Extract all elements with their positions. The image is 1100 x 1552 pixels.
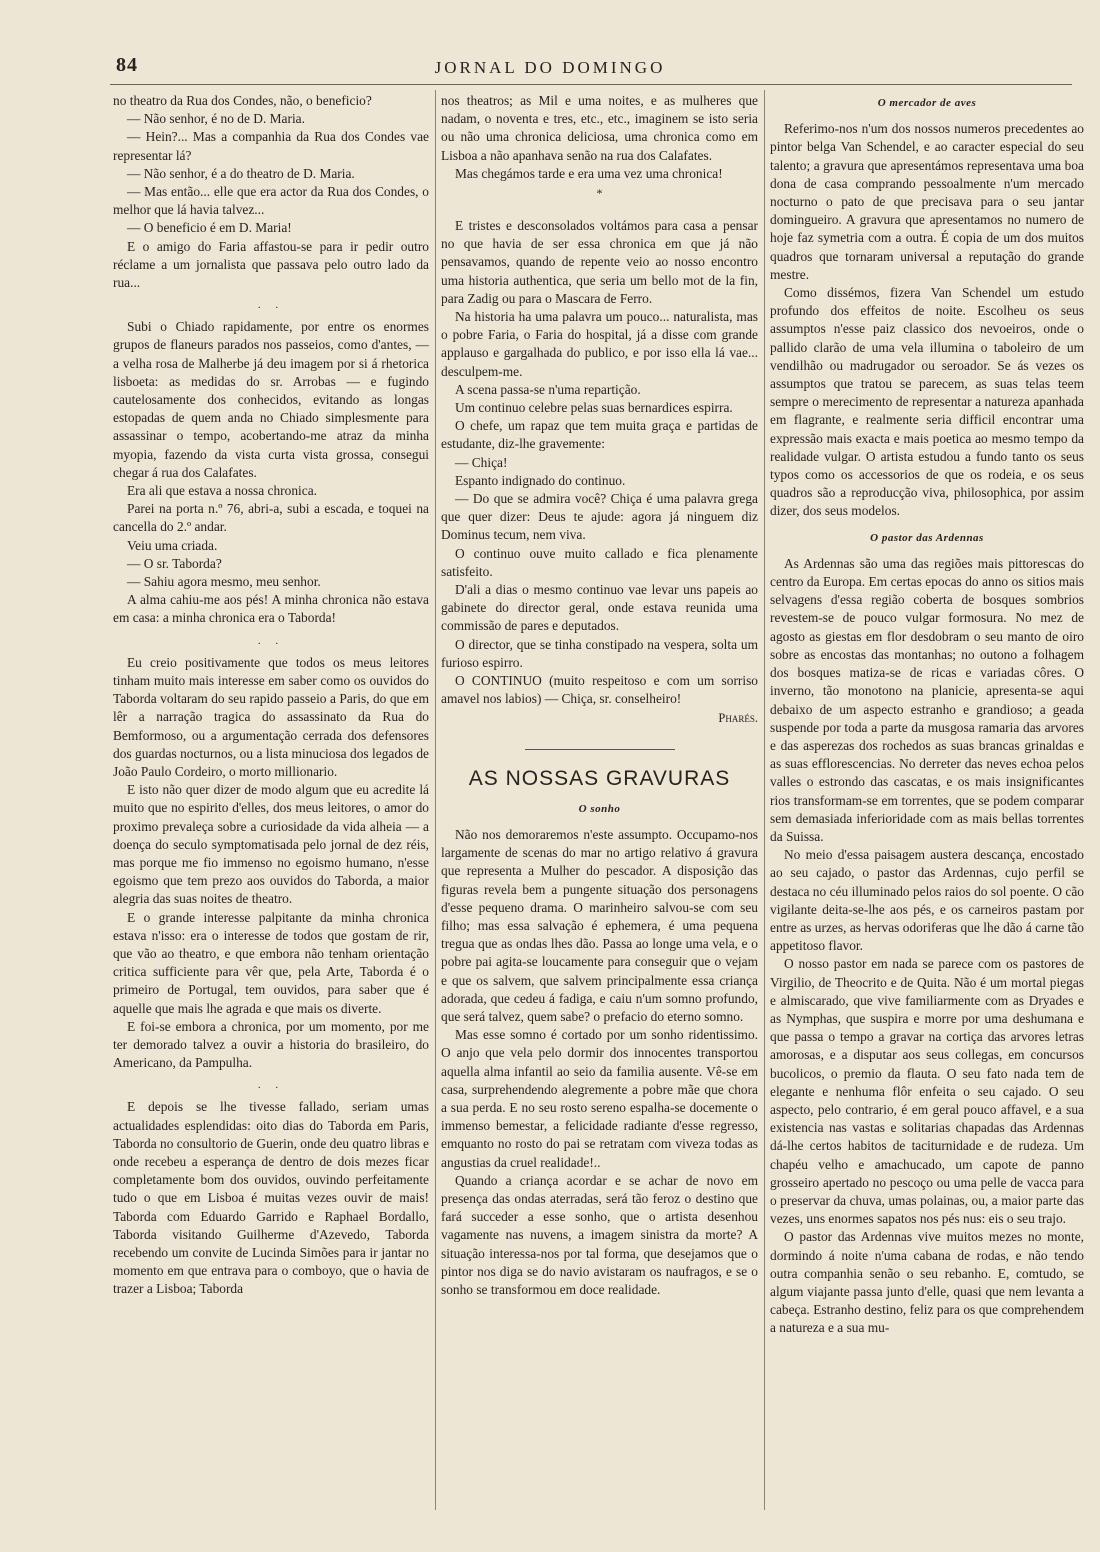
column-1 [113,92,429,1532]
subheading-sonho: O sonho [578,802,621,815]
paragraph: — Mas então... elle que era actor da Rua dos Condes, o melhor que lá havia talvez... [113,184,429,218]
section-star: * [596,186,603,201]
paragraph: Quando a criança acordar e se achar de novo em presença das ondas aterradas, será tão feroz o destino que fará succeder a esse sonho, que o artista desenhou vagamente nas nuvens, a imagem sinistra da morte? A situação interessa-nos por tal forma, que desejamos que o pintor nos diga se do navio avistaram os naufragos, e se o sonho se transformou em doce realidade. [441,1172,758,1297]
paragraph: — Hein?... Mas a companhia da Rua dos Condes vae representar lá? [113,129,429,163]
paragraph: O continuo ouve muito callado e fica plenamente satisfeito. [441,545,758,579]
paragraph: Parei na porta n.º 76, abri-a, subi a escada, e toquei na cancella do 2.º andar. [113,501,429,535]
paragraph: Veiu uma criada. [127,537,218,553]
paragraph: As Ardennas são uma das regiões mais pittorescas do centro da Europa. Em certas epocas do anno os sitios mais selvagens d'essa região coberta de bosques sombrios revestem-se de pouco vulgar formosura. No mez de agosto as giestas em flor desdobram o seu manto de oiro sobre as encostas das montanhas; no outono a folhagem dos bosques matiza-se de ricas e variadas côres. O inverno, tão monotono na planicie, apresenta-se aqui debaixo de um aspecto estranho e grandioso; a geada suspende por toda a parte da musgosa ramaria das arvores e das asperezas dos rochedos as suas brancas grinaldas e as suas efflorescencias. No derreter das neves echoa pelos valles o estrondo das cascatas, e os mais insignificantes rios transformam-se em torrentes, que se podem comparar sem demasiada inferioridade com as mais bellas torrentes da Suissa. [770,555,1084,844]
paragraph: O chefe, um rapaz que tem muita graça e partidas de estudante, diz-lhe gravemente: [441,418,758,452]
paragraph: Não nos demoraremos n'este assumpto. Occupamo-nos largamente de scenas do mar no artigo relativo á gravura que representa a Mulher do pescador. A disposição das figuras revela bem a pungente situação dos personagens d'esse pequeno drama. O marinheiro salvou-se com seu filho; mas essa salvação é ephemera, é uma pequena tregua que as ondas lhes dão. Passa ao longe uma vela, e o pobre pai agita-se loucamente para conseguir que o vejam e que os salvem, que salvem principalmente essa criança adorada, que cedeu á fadiga, e caiu n'um somno profundo, que será talvez, quem sabe? o prefacio do eterno somno. [441,826,758,1024]
paragraph: E tristes e desconsolados voltámos para casa a pensar no que havia de ser essa chronica em que já não pensavamos, quando de repente veio ao nosso encontro uma historia authentica, que seria um bello mot de la fin, para Zadig ou para o Mascara de Ferro. [441,218,758,306]
column-divider [764,90,765,1510]
paragraph: Mas esse somno é cortado por um sonho ridentissimo. O anjo que vela pelo dormir dos innocentes transportou aquella alma infantil ao seio da familia ausente. Vê-se em casa, surprehendendo alegremente a pobre mãe que chora a sua perda. E no seu rosto sereno espalha-se docemente o immenso bemestar, a felicidade radiante d'esse regresso, emquanto no rosto do pai se retratam com viveza todas as angustias da cruel realidade!.. [441,1027,758,1170]
paragraph: Mas chegámos tarde e era uma vez uma chronica! [455,165,723,181]
paragraph: E isto não quer dizer de modo algum que eu acredite lá muito que no espirito d'elles, dos meus leitores, o amor do proximo prevaleça sobre a curiosidade da vida alheia — a doença do seculo symptomatisada pelo jornal de dez réis, mas porque me fio immenso no egoismo humano, n'esse egoismo que tem prezo aos ouvidos do Taborda, a maior alegria das suas noites de theatro. [113,782,429,907]
paragraph: Eu creio positivamente que todos os meus leitores tinham muito mais interesse em saber como os ouvidos do Taborda voltaram do seu rapido passeio a Paris, do que em lêr a narração tragica do assassinato da Rua do Bemformoso, ou a argumentação cerrada dos defensores dos guardas nocturnos, ou a lista minuciosa dos legados de João Paulo Cordeiro, o morto millionario. [113,654,429,779]
paragraph: — Não senhor, é a do theatro de D. Maria. [127,165,355,181]
header-rule [110,84,1072,85]
journal-title: JORNAL DO DOMINGO [434,58,666,77]
page-number: 84 [116,54,138,76]
section-break: . . [257,1079,285,1092]
section-heading: AS NOSSAS GRAVURAS [468,766,731,790]
paragraph: Um continuo celebre pelas suas bernardices espirra. [455,400,733,416]
paragraph: — Sahiu agora mesmo, meu senhor. [127,574,321,590]
column-2 [441,92,758,1532]
paragraph: no theatro da Rua dos Condes, não, o beneficio? [113,93,372,108]
paragraph: D'ali a dias o mesmo continuo vae levar uns papeis ao gabinete do director geral, onde estava reunida uma commissão de pares e deputados. [441,582,758,634]
paragraph: Na historia ha uma palavra um pouco... naturalista, mas o pobre Faria, o Faria do hospital, já a disse com grande applauso e gargalhada do publico, e por isso ella lá vae... desculpem-me. [441,309,758,379]
paragraph: E o amigo do Faria affastou-se para ir pedir outro réclame a um jornalista que passava pelo outro lado da rua... [113,238,429,291]
column-3 [770,92,1084,1532]
paragraph: O director, que se tinha constipado na vespera, solta um furioso espirro. [441,636,758,670]
paragraph: Espanto indignado do continuo. [455,472,626,488]
signature: Pharés. [718,710,758,725]
paragraph: E depois se lhe tivesse fallado, seriam umas actualidades esplendidas: oito dias do Taborda em Paris, Taborda no consultorio de Guerin, onde deu quatro libras e onde recebeu a esperança de dentro de dois mezes ficar completamente bom dos ouvidos, ouvindo perfeitamente tudo o que em Lisboa é muitas vezes ouvir de mais! Taborda com Eduardo Garrido e Raphael Bordallo, Taborda visitando Guilherme d'Azevedo, Taborda recebendo um convite de Lucinda Simões para ir jantar no momento em que entrava para o comboyo, que o havia de trazer a Lisboa; Taborda [113,1099,429,1297]
section-break: . . [257,299,285,312]
paragraph: No meio d'essa paisagem austera descança, encostado ao seu cajado, o pastor das Ardennas, cujo perfil se destaca no céu illuminado pelos raios do sol poente. O cão vigilante deita-se-lhe aos pés, e os carneiros pastam por entre as urzes, as hervas odoriferas que lhe dão á carne tão appetitoso flavor. [770,847,1084,954]
paragraph: — Não senhor, é no de D. Maria. [127,111,305,127]
paragraph: A alma cahiu-me aos pés! A minha chronica não estava em casa: a minha chronica era o Taborda! [113,592,429,626]
paragraph: O nosso pastor em nada se parece com os pastores de Virgilio, de Theocrito e de Quita. Não é um mortal piegas e almiscarado, que vive familiarmente com as Dryades e as Nymphas, que suspira e morre por uma deshumana e que passa o tempo a gravar na cortiça das arvores letras amorosas, e a disputar aos seus collegas, em concursos bucolicos, o premio da flauta. O seu fato nada tem de elegante e nenhuma flôr enfeita o seu cajado. O seu aspecto, pelo contrario, é em geral pouco affavel, e a sua existencia nas vastas e solitarias chapadas das Ardennas dá-lhe certos habitos de taciturnidade e de rudeza. Um chapéu velho e amachucado, um capote de panno grosseiro apertado no pescoço ou uma pelle de vacca para o preservar da chuva, umas polainas, ou, a maior parte das vezes, uns enormes sapatos nos pés nus: eis o seu trajo. [770,956,1084,1227]
section-rule [525,749,675,750]
paragraph: Como dissémos, fizera Van Schendel um estudo profundo dos effeitos de noite. Escolheu os seus assumptos n'esse paiz classico dos nevoeiros, onde o pallido clarão de uma vela illumina o taboleiro de um vendilhão ou madrugador ou seroador. Se ás vezes os assumptos que tratou se parecem, as suas telas teem sempre o merecimento de representar a natureza apanhada em flagrante, e realmente seria difficil encontrar uma expressão mais exacta e mais poetica ao mesmo tempo da realidade vulgar. O artista estudou a fundo tanto os seus typos como os accessorios de que os rodeia, e os seus quadros são a reproducção viva, philosophica, por assim dizer, dos seus modelos. [770,285,1084,519]
paragraph: O pastor das Ardennas vive muitos mezes no monte, dormindo á noite n'uma cabana de rodas, e não tendo outra companhia senão o seu rebanho. E, comtudo, se algum viajante passa junto d'elle, quasi que nem levanta a cabeça. Estranho destino, feliz para os que comprehendem a natureza e a sua mu- [770,1229,1084,1336]
paragraph: O CONTINUO (muito respeitoso e com um sorriso amavel nos labios) — Chiça, sr. conselheiro! [441,673,758,707]
paragraph: — Do que se admira você? Chiça é uma palavra grega que quer dizer: Deus te ajude: agora já ninguem diz Dominus tecum, nem viva. [441,491,758,543]
paragraph: E foi-se embora a chronica, por um momento, por me ter demorado talvez a ouvir a historia do brasileiro, do Americano, da Pampulha. [113,1018,429,1071]
paragraph: — O sr. Taborda? [127,555,222,571]
paragraph: Era ali que estava a nossa chronica. [127,483,317,499]
paragraph: Subi o Chiado rapidamente, por entre os enormes grupos de flaneurs parados nos passeios, como d'antes, — a velha rosa de Malherbe já deu imagem por si á rhetorica lisboeta: as medidas do sr. Arrobas — e fugindo cautelosamente dos conhecidos, evitando as longas estopadas de quem anda no Chiado simplesmente para assassinar o tempo, acobertando-me atraz da minha myopia, fazendo da vista curta vista grossa, consegui chegar á rua dos Calafates. [113,319,429,480]
paragraph: A scena passa-se n'uma repartição. [455,381,641,397]
paragraph: E o grande interesse palpitante da minha chronica estava n'isso: era o interesse de todos que gostam de rir, que vão ao theatro, e que embora não tenham orientação critica sufficiente para vêr que, pela Arte, Taborda é o primeiro de Portugal, tem ouvidos, para saber que é aquelle que mais lhe agrada e que mais os diverte. [113,909,429,1016]
column-divider [435,90,436,1510]
section-break: . . [257,634,285,647]
paragraph: nos theatros; as Mil e uma noites, e as mulheres que nadam, o noventa e tres, etc., etc., imaginem se isto seria ou não uma chronica deliciosa, uma chronica como em Lisboa a não apanhava senão na rua dos Calafates. [441,93,758,163]
paragraph: Referimo-nos n'um dos nossos numeros precedentes ao pintor belga Van Schendel, e ao caracter especial do seu talento; a gravura que apresentámos representava uma boa dona de casa comprando pessoalmente n'um mercado nocturno o pato de que precisava para o seu jantar domingueiro. A gravura que apresentamos no numero de hoje faz symetria com a outra. É copia de um dos muitos quadros que tornaram universal a reputação do grande mestre. [770,121,1084,282]
paragraph: — Chiça! [455,454,508,470]
subheading-mercador: O mercador de aves [877,97,977,109]
subheading-pastor: O pastor das Ardennas [870,531,984,544]
paragraph: — O beneficio é em D. Maria! [127,220,292,236]
